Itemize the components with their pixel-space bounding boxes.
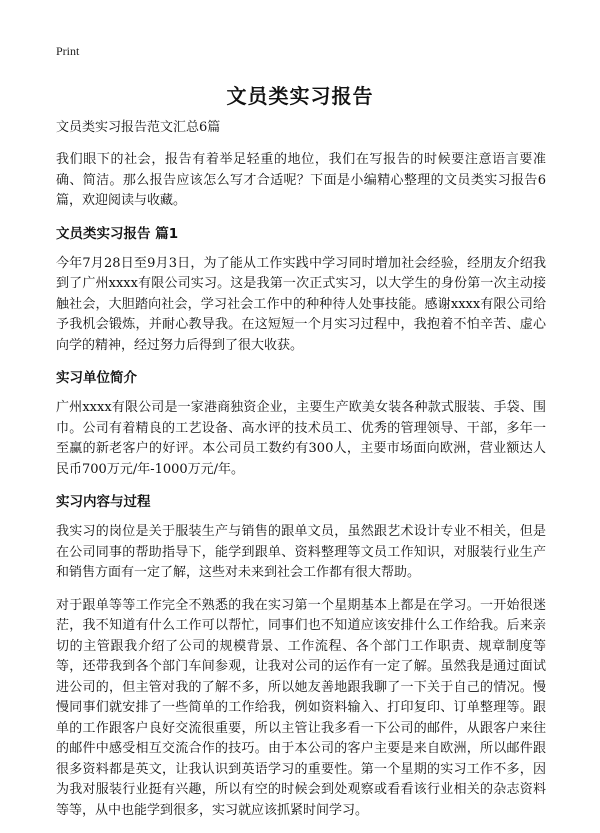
section-paragraph: 对于跟单等等工作完全不熟悉的我在实习第一个星期基本上都是在学习。一开始很迷茫，我不知道有什么工作可以帮忙，同事们也不知道应该安排什么工作给我。后来亲切的主管跟我介绍了公司的规模背景、工作流程、各个部门工作职责、规章制度等等，还带我到各个部门车间参观，让我对公司的运作有一定了解。虽然我是通过面试进公司的，但主管对我的了解不多，所以她友善地跟我聊了一下关于自己的情况。慢慢同事们就安排了一些简单的工作给我，例如资料输入、打印复印、订单整理等。跟单的工作跟客户良好交流很重要，所以主管让我多看一下公司的邮件，从跟客户来往的邮件中感受相互交流合作的技巧。由于本公司的客户主要是来自欧洲，所以邮件跟很多资料都是英文，让我认识到英语学习的重要性。第一个星期的实习工作不多，因为我对服装行业挺有兴趣，所以有空的时候会到处观察或看看该行业相关的杂志资料等等，从中也能学到很多，实习就应该抓紧时间学习。 bbox=[56, 597, 546, 818]
section-heading-part1: 文员类实习报告 篇1 bbox=[56, 225, 179, 242]
print-label: Print bbox=[56, 44, 80, 58]
section-heading-company-intro: 实习单位简介 bbox=[56, 370, 137, 386]
section-paragraph: 今年7月28日至9月3日，为了能从工作实践中学习同时增加社会经验，经朋友介绍我到了广州xxxx有限公司实习。这是我第一次正式实习，以大学生的身份第一次主动接触社会，大胆踏向社会，学习社会工作中的种种待人处事技能。感谢xxxx有限公司给予我机会锻炼，并耐心教导我。在这短短一个月实习过程中，我抱着不怕辛苦、虚心向学的精神，经过努力后得到了很大收获。 bbox=[56, 255, 546, 353]
intro-paragraph: 我们眼下的社会，报告有着举足轻重的地位，我们在写报告的时候要注意语言要准确、简洁。那么报告应该怎么写才合适呢？下面是小编精心整理的文员类实习报告6篇，欢迎阅读与收藏。 bbox=[56, 152, 546, 208]
section-paragraph: 广州xxxx有限公司是一家港商独资企业，主要生产欧美女装各种款式服装、手袋、围巾。公司有着精良的工艺设备、高水评的技术员工、优秀的管理领导、干部，多年一至赢的新老客户的好评。本公司员工数约有300人，主要市场面向欧洲，营业额达人民币700万元/年-1000万元/年。 bbox=[56, 400, 546, 477]
document-title: 文员类实习报告 bbox=[226, 84, 374, 108]
document-body bbox=[56, 118, 546, 833]
section-paragraph: 我实习的岗位是关于服装生产与销售的跟单文员，虽然跟艺术设计专业不相关，但是在公司同事的帮助指导下，能学到跟单、资料整理等文员工作知识，对服装行业生产和销售方面有一定了解，这些对未来到社会工作都有很大帮助。 bbox=[56, 524, 546, 580]
section-heading-content-process: 实习内容与过程 bbox=[56, 494, 151, 510]
document-subtitle: 文员类实习报告范文汇总6篇 bbox=[56, 120, 221, 135]
